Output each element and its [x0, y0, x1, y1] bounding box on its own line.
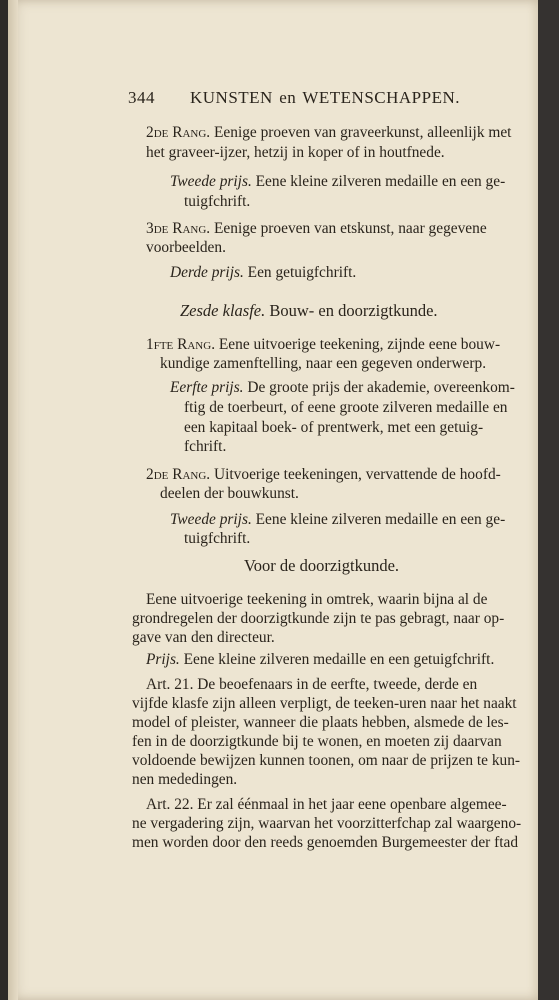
text-line: nen mededingen.: [132, 771, 238, 788]
text-line: De groote prijs der akademie, overeenkom-: [247, 379, 515, 396]
text-line: Eene uitvoerige teekening in omtrek, waarin bijna al de: [146, 591, 488, 608]
running-title: KUNSTEN en WETENSCHAPPEN.: [190, 88, 460, 107]
text-line: Eenige proeven van graveerkunst, alleenlijk met: [214, 124, 512, 141]
text-line: het graveer-ijzer, hetzij in koper of in houtfnede.: [146, 144, 445, 161]
class-label: Zesde klasfe.: [180, 301, 266, 320]
rank-label: 2de Rang.: [146, 124, 211, 141]
text-line: grondregelen der doorzigtkunde zijn te pas gebragt, naar op-: [132, 610, 505, 627]
text-line: model of pleister, wanneer die plaats hebben, alsmede de les-: [132, 714, 509, 731]
text-line: een kapitaal boek- of prentwerk, met een getuig-: [184, 419, 484, 436]
rank-label: 1fte Rang.: [146, 336, 216, 353]
text-line: Art. 21. De beoefenaars in de eerfte, tweede, derde en: [146, 676, 478, 693]
rank-label: 3de Rang.: [146, 220, 211, 237]
prize-label: Derde prijs.: [170, 264, 244, 281]
text-line: fen in de doorzigtkunde bij te wonen, en moeten zij daarvan: [132, 733, 502, 750]
text-line: Art. 22. Er zal éénmaal in het jaar eene openbare algemee-: [146, 796, 507, 813]
text-line: vijfde klasfe zijn alleen verpligt, de teeken-uren naar het naakt: [132, 695, 517, 712]
prize-label: Tweede prijs.: [170, 511, 252, 528]
text-line: Een getuigfchrift.: [247, 264, 357, 281]
rank-label: 2de Rang.: [146, 466, 211, 483]
class-title: Bouw- en doorzigtkunde.: [269, 301, 438, 320]
text-line: Uitvoerige teekeningen, vervattende de hoofd-: [214, 466, 501, 483]
text-line: kundige zamenftelling, naar een gegeven onderwerp.: [160, 355, 487, 372]
text-line: voldoende bewijzen kunnen toonen, om naar de prijzen te kun-: [132, 752, 521, 769]
prize-label: Prijs.: [146, 651, 180, 668]
text-line: Eene kleine zilveren medaille en een getuigfchrift.: [183, 651, 495, 668]
text-line: Eene uitvoerige teekening, zijnde eene bouw-: [218, 336, 501, 353]
text-line: Eene kleine zilveren medaille en een ge-: [255, 511, 506, 528]
text-line: fchrift.: [184, 438, 227, 455]
text-line: ne vergadering zijn, waarvan het voorzitterfchap zal waargeno-: [132, 815, 522, 832]
page-number: 344: [128, 88, 155, 107]
text-line: voorbeelden.: [146, 239, 226, 256]
text-line: men worden door den reeds genoemden Burgemeester der ftad: [132, 834, 519, 851]
section-title: Voor de doorzigtkunde.: [244, 556, 400, 575]
text-line: gave van den directeur.: [132, 629, 275, 646]
text-line: Eene kleine zilveren medaille en een ge-: [255, 173, 506, 190]
text-line: tuigfchrift.: [184, 530, 251, 547]
text-line: ftig de toerbeurt, of eene groote zilveren medaille en: [184, 399, 508, 416]
text-line: tuigfchrift.: [184, 193, 251, 210]
text-line: Eenige proeven van etskunst, naar gegevene: [214, 220, 487, 237]
text-line: deelen der bouwkunst.: [160, 485, 299, 502]
prize-label: Tweede prijs.: [170, 173, 252, 190]
prize-label: Eerfte prijs.: [170, 379, 244, 396]
